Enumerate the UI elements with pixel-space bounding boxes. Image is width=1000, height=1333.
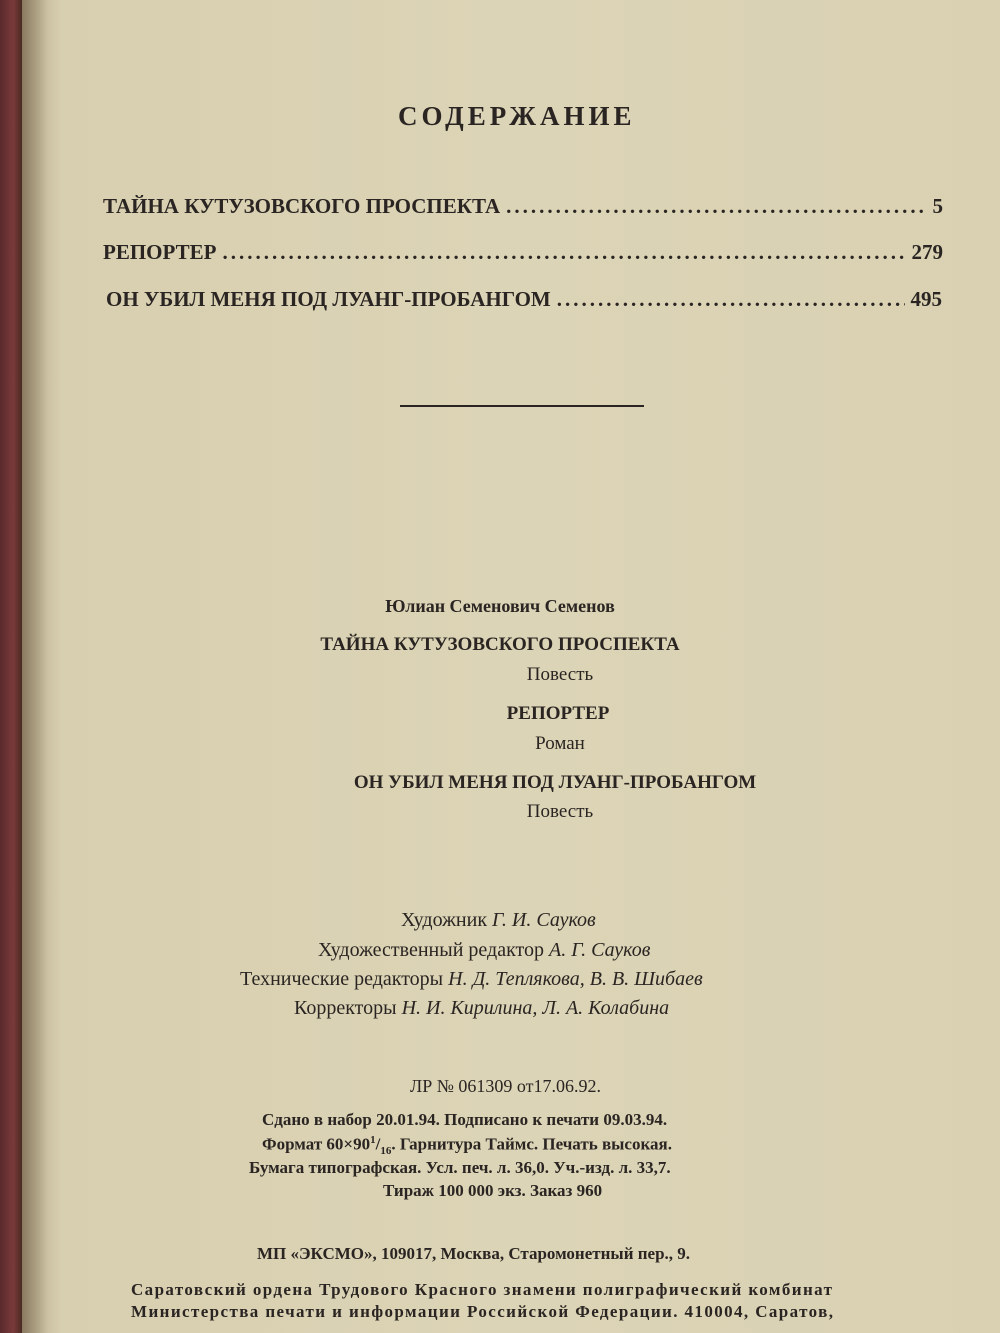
toc-leader-dots — [506, 194, 926, 219]
work-title-2: РЕПОРТЕР — [506, 703, 610, 724]
credit-names: Н. Д. Теплякова, В. В. Шибаев — [448, 968, 703, 990]
credit-role: Технические редакторы — [240, 968, 444, 990]
toc-leader-dots — [557, 287, 905, 312]
print-dates: Сдано в набор 20.01.94. Подписано к печати 09.03.94. — [262, 1110, 668, 1129]
credit-art-editor — [318, 939, 650, 962]
credit-names: Г. И. Сауков — [492, 909, 596, 931]
toc-entry-page: 495 — [910, 287, 942, 311]
divider-rule — [400, 405, 644, 407]
print-format — [262, 1134, 672, 1157]
format-sup: 1 — [370, 1134, 376, 1146]
credit-names: Н. И. Кирилина, Л. А. Колабина — [401, 997, 670, 1019]
credit-names: А. Г. Сауков — [549, 939, 651, 961]
format-slash: / — [375, 1134, 381, 1154]
author-name: Юлиан Семенович Семенов — [385, 596, 615, 616]
toc-entry-page: 5 — [932, 194, 943, 218]
print-run: Тираж 100 000 экз. Заказ 960 — [383, 1181, 603, 1200]
toc-leader-dots — [222, 240, 905, 265]
toc-entry-title: РЕПОРТЕР — [103, 240, 217, 264]
credit-role: Корректоры — [294, 997, 397, 1019]
contents-title: СОДЕРЖАНИЕ — [398, 101, 636, 131]
work-title-3: ОН УБИЛ МЕНЯ ПОД ЛУАНГ-ПРОБАНГОМ — [353, 772, 757, 793]
work-genre-2: Роман — [535, 733, 585, 754]
toc-entry-page: 279 — [911, 240, 943, 264]
toc-entry-title: ОН УБИЛ МЕНЯ ПОД ЛУАНГ-ПРОБАНГОМ — [106, 287, 551, 311]
format-suffix: . Гарнитура Таймс. Печать высокая. — [391, 1134, 672, 1154]
format-prefix: Формат 60×90 — [262, 1134, 371, 1154]
work-genre-3: Повесть — [526, 801, 594, 822]
work-title-1: ТАЙНА КУТУЗОВСКОГО ПРОСПЕКТА — [320, 634, 680, 655]
toc-entry-title: ТАЙНА КУТУЗОВСКОГО ПРОСПЕКТА — [103, 194, 501, 218]
credit-role: Художественный редактор — [318, 939, 544, 961]
license-number: ЛР № 061309 от17.06.92. — [410, 1076, 602, 1096]
publisher-address: МП «ЭКСМО», 109017, Москва, Старомонетный пер., 9. — [257, 1244, 691, 1263]
printer-line-1: Саратовский ордена Трудового Красного знамени полиграфический комбинат — [131, 1280, 834, 1299]
printer-line-2: Министерства печати и информации Российской Федерации. 410004, Саратов, — [131, 1302, 835, 1321]
toc-entry-1 — [103, 194, 943, 219]
work-genre-1: Повесть — [526, 664, 594, 685]
print-paper: Бумага типографская. Усл. печ. л. 36,0. Уч.-изд. л. 33,7. — [249, 1158, 671, 1177]
format-sub: 16 — [380, 1145, 392, 1158]
toc-entry-2 — [103, 240, 943, 265]
credit-role: Художник — [401, 909, 488, 931]
credit-artist — [401, 909, 596, 932]
toc-entry-3 — [106, 287, 942, 312]
credit-proofreaders — [294, 997, 669, 1020]
credit-tech-editors — [240, 968, 703, 991]
